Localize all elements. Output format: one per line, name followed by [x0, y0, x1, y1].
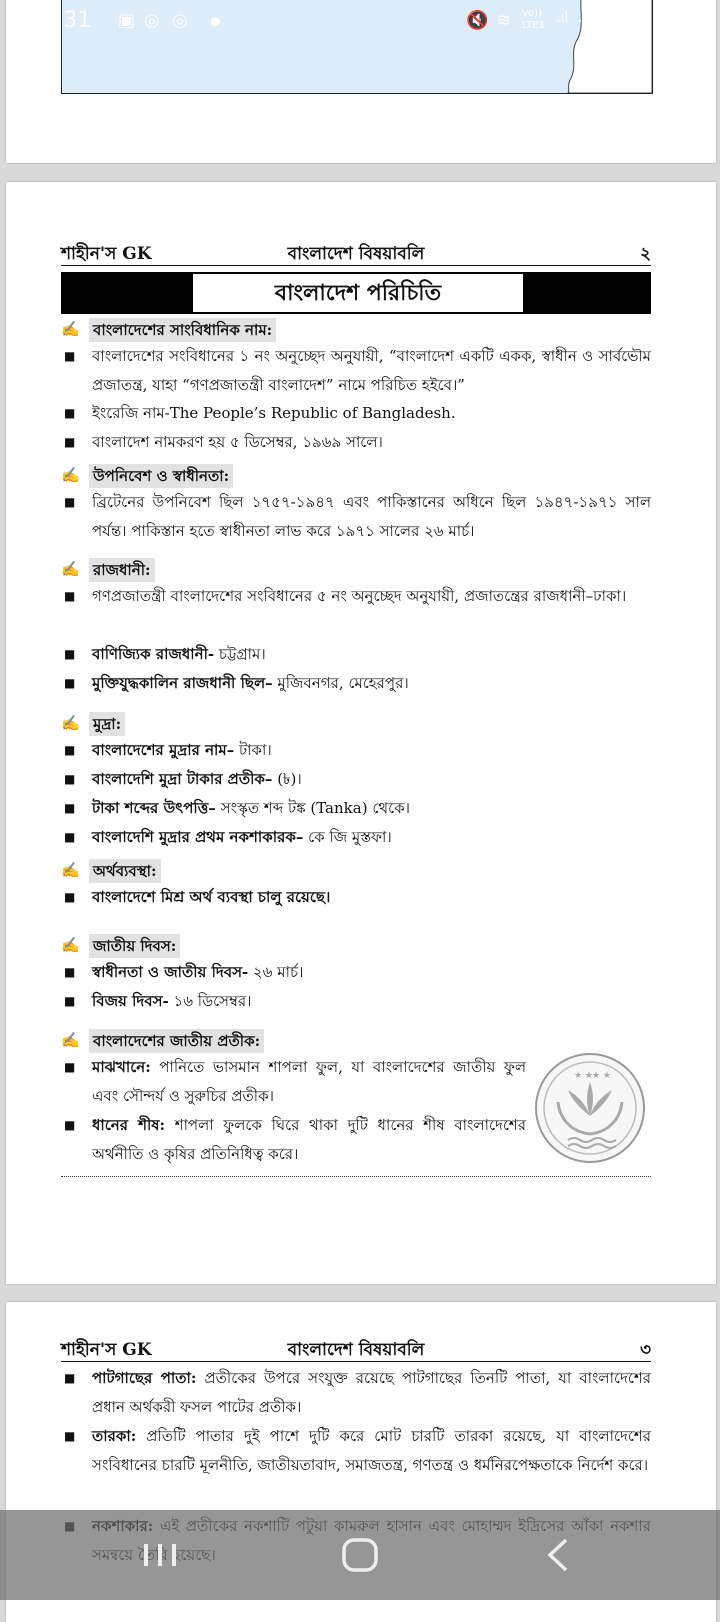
bullet-text [92, 399, 651, 428]
bullet-bold-term: বাংলাদেশি মুদ্রার প্রথম নকশাকারক– [92, 828, 304, 846]
bullet-bold-term: বাণিজ্যিক রাজধানী- [92, 645, 215, 663]
bullet-body: ২৬ মার্চ। [248, 963, 304, 981]
section-heading-text: জাতীয় দিবস: [89, 934, 180, 958]
bullet-item [61, 987, 651, 1016]
bullet-text [92, 958, 651, 987]
volte-label: Vo)) [522, 8, 542, 19]
bullet-bold-term: মুক্তিযুদ্ধকালিন রাজধানী ছিল– [92, 674, 273, 692]
bullet-bold-term: টাকা শব্দের উৎপত্তি– [92, 799, 216, 817]
bullet-icon: ■ [64, 1371, 76, 1385]
bullet-text [92, 987, 651, 1016]
section-heading-text: রাজধানী: [89, 558, 155, 582]
clock: :31 [56, 8, 92, 33]
bullet-icon: ■ [64, 830, 76, 844]
section-heading-text: বাংলাদেশের সাংবিধানিক নাম: [89, 318, 276, 342]
bullet-icon: ■ [64, 772, 76, 786]
mute-icon: 🔇 [466, 10, 489, 31]
gallery-icon: ▣ [118, 10, 136, 31]
bullet-icon: ■ [64, 676, 76, 690]
page-header [61, 1335, 651, 1362]
bullet-icon: ■ [64, 890, 76, 904]
bullet-text [92, 669, 651, 698]
bullet-item [61, 428, 651, 457]
signal-icon: .ıl [578, 10, 591, 26]
bullet-icon: ■ [64, 994, 76, 1008]
writing-hand-icon: ✍ [61, 1031, 80, 1049]
bullet-text [92, 488, 651, 546]
recent-apps-button[interactable] [120, 1530, 200, 1580]
bullet-body: শাপলা ফুলকে ঘিরে থাকা দুটি ধানের শীষ বাংলাদেশের অর্থনীতি ও কৃষির প্রতিনিধিত্ব করে। [92, 1116, 526, 1163]
bullet-bold-term: ধানের শীষ: [92, 1116, 166, 1134]
bullet-item [61, 1364, 651, 1422]
bullet-text [92, 428, 651, 457]
bullet-body: ইংরেজি নাম-The People’s Republic of Bangladesh. [92, 404, 456, 422]
bullet-bold-term: বাংলাদেশি মুদ্রা টাকার প্রতীক– [92, 770, 273, 788]
bullet-bold-term: তারকা: [92, 1427, 137, 1445]
hotspot-icon: ◎ [172, 10, 188, 31]
page-end-divider [61, 1176, 651, 1177]
bullet-text [92, 1111, 526, 1169]
bullet-item [61, 794, 651, 823]
writing-hand-icon: ✍ [61, 861, 80, 879]
chapter-title: বাংলাদেশ পরিচিতি [193, 274, 523, 312]
bullet-icon: ■ [64, 406, 76, 420]
bullet-item [61, 736, 651, 765]
section-heading-text: বাংলাদেশের জাতীয় প্রতীক: [89, 1029, 264, 1053]
bullet-icon: ■ [64, 1429, 76, 1443]
notification-dot-icon: ● [210, 14, 221, 28]
bullet-item [61, 669, 651, 698]
page-number: ২ [639, 244, 651, 264]
header-subject: বাংলাদেশ বিষয়াবলি [287, 244, 425, 264]
bullet-item [61, 958, 651, 987]
bullet-icon: ■ [64, 495, 76, 509]
bullet-text [92, 342, 651, 400]
bullet-text [92, 1053, 526, 1111]
header-book-title: শাহীন'স GK [61, 1340, 152, 1360]
bullet-body: বাংলাদেশ নামকরণ হয় ৫ ডিসেম্বর, ১৯৬৯ সালে। [92, 433, 383, 451]
bullet-item [61, 582, 651, 611]
bullet-body: পানিতে ভাসমান শাপলা ফুল, যা বাংলাদেশের জাতীয় ফুল এবং সৌন্দর্য ও সুরুচির প্রতীক। [92, 1058, 526, 1105]
battery-level: 36 [600, 10, 626, 34]
bullet-body: (৳)। [272, 770, 302, 788]
document-page-2 [6, 182, 716, 1284]
navigation-bar [0, 1510, 720, 1600]
bullet-text [92, 883, 651, 912]
bullet-body: টাকা। [234, 741, 272, 759]
bullet-bold-term: বাংলাদেশে মিশ্র অর্থ ব্যবস্থা চালু রয়েছে। [92, 888, 331, 906]
back-button[interactable] [520, 1530, 600, 1580]
bullet-body: গণপ্রজাতন্ত্রী বাংলাদেশের সংবিধানের ৫ নং অনুচ্ছেদ অনুযায়ী, প্রজাতন্ত্রের রাজধানী–ঢাকা। [92, 587, 627, 605]
svg-text:★ ★: ★ ★ [574, 1071, 593, 1081]
bullet-item [61, 399, 651, 428]
bullet-body: প্রতিটি পাতার দুই পাশে দুটি করে মোট চারটি তারকা রয়েছে, যা বাংলাদেশের সংবিধানের চারটি মূলনীতি, জাতীয়তাবাদ, সমাজতন্ত্র, গণতন্ত্র ও ধর্মনিরপেক্ষতাকে নির্দেশ করে। [92, 1427, 651, 1474]
wifi-icon: ≋ [496, 10, 512, 31]
section-heading-text: অর্থব্যবস্থা: [89, 859, 161, 883]
writing-hand-icon: ✍ [61, 560, 80, 578]
bullet-icon: ■ [64, 647, 76, 661]
hotspot-icon: ◎ [144, 10, 160, 31]
page-number: ৩ [639, 1340, 651, 1360]
bullet-item [61, 1422, 651, 1480]
bullet-item [61, 823, 651, 852]
bullet-icon: ■ [64, 435, 76, 449]
bullet-text [92, 736, 651, 765]
bullet-text [92, 1422, 651, 1480]
bullet-icon: ■ [64, 589, 76, 603]
bullet-icon: ■ [64, 1118, 76, 1132]
bullet-text [92, 640, 651, 669]
bullet-body: সংস্কৃত শব্দ টঙ্ক (Tanka) থেকে। [215, 799, 411, 817]
bullet-body: বাংলাদেশের সংবিধানের ১ নং অনুচ্ছেদ অনুযায়ী, “বাংলাদেশ একটি একক, স্বাধীন ও সার্বভৌম প্রজাতন্ত্র, যাহা “গণপ্রজাতন্ত্রী বাংলাদেশ” নামে পরিচিত হইবে।” [92, 347, 651, 394]
bullet-icon: ■ [64, 801, 76, 815]
bullet-icon: ■ [64, 965, 76, 979]
signal-icon: .ıl [556, 10, 569, 26]
bullet-item [61, 1111, 526, 1169]
bullet-bold-term: মাঝখানে: [92, 1058, 151, 1076]
bullet-bold-term: বিজয় দিবস- [92, 992, 169, 1010]
header-book-title: শাহীন'স GK [61, 244, 152, 264]
bullet-icon: ■ [64, 349, 76, 363]
writing-hand-icon: ✍ [61, 714, 80, 732]
bullet-item [61, 488, 651, 546]
page-header [61, 239, 651, 266]
bullet-text [92, 582, 651, 611]
bullet-body: মুজিবনগর, মেহেরপুর। [272, 674, 409, 692]
bullet-text [92, 823, 651, 852]
national-emblem-image [534, 1052, 646, 1164]
bullet-icon: ■ [64, 1060, 76, 1074]
bullet-bold-term: স্বাধীনতা ও জাতীয় দিবস- [92, 963, 249, 981]
bullet-text [92, 765, 651, 794]
lte-label: LTE1 [522, 20, 545, 31]
svg-text:★ ★: ★ ★ [592, 1071, 611, 1081]
home-button[interactable] [320, 1530, 400, 1580]
section-heading-text: উপনিবেশ ও স্বাধীনতা: [89, 464, 233, 488]
status-bar [0, 0, 720, 48]
bullet-icon: ■ [64, 743, 76, 757]
writing-hand-icon: ✍ [61, 466, 80, 484]
bullet-item [61, 765, 651, 794]
bullet-body: কে জি মুস্তফা। [303, 828, 392, 846]
bullet-body: চট্টগ্রাম। [214, 645, 266, 663]
writing-hand-icon: ✍ [61, 936, 80, 954]
bullet-bold-term: বাংলাদেশের মুদ্রার নাম– [92, 741, 235, 759]
writing-hand-icon: ✍ [61, 320, 80, 338]
bullet-item [61, 342, 651, 400]
bullet-body: ব্রিটেনের উপনিবেশ ছিল ১৭৫৭-১৯৪৭ এবং পাকিস্তানের অধিনে ছিল ১৯৪৭-১৯৭১ সাল পর্যন্ত। পাকিস্তান হতে স্বাধীনতা লাভ করে ১৯৭১ সালের ২৬ মার্চ। [92, 493, 651, 540]
bullet-body: প্রতীকের উপরে সংযুক্ত রয়েছে পাটগাছের তিনটি পাতা, যা বাংলাদেশের প্রধান অর্থকরী ফসল পাটের প্রতীক। [92, 1369, 652, 1416]
chapter-title-bar [61, 272, 651, 314]
bullet-body: ১৬ ডিসেম্বর। [168, 992, 252, 1010]
bullet-item [61, 640, 651, 669]
bullet-text [92, 794, 651, 823]
bullet-item [61, 1053, 526, 1111]
section-heading-text: মুদ্রা: [89, 712, 125, 736]
bullet-text [92, 1364, 651, 1422]
header-subject: বাংলাদেশ বিষয়াবলি [287, 1340, 425, 1360]
bullet-bold-term: পাটগাছের পাতা: [92, 1369, 197, 1387]
bullet-item [61, 883, 651, 912]
